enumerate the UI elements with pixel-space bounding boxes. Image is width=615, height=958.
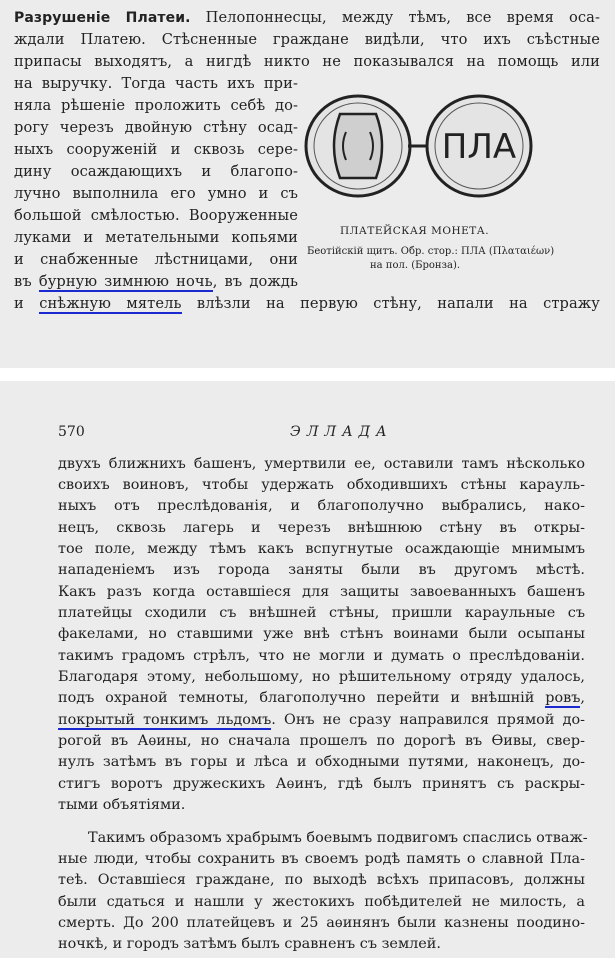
text-line: луками и метательными копьями [14,229,298,246]
coin-legend: ПЛА [441,127,517,167]
coin-drawing [300,92,540,202]
underlined-phrase: снѣжную мятель [39,295,182,312]
top-page-fragment [0,0,615,368]
text-line: ждали Платею. Стѣсненные граждане видѣли, что ихъ съѣстные [14,31,600,48]
section-heading: Разрушеніе Платеи. [14,10,191,26]
text-line: ные люди, чтобы сохранить въ своемъ родѣ память о славной Пла- [58,851,585,867]
text-line: нападеніемъ изъ города заняты были въ другомъ мѣстѣ. [58,562,585,578]
underlined-phrase: покрытый тонкимъ льдомъ [58,712,272,728]
text-line: на выручку. Тогда часть ихъ при- [14,75,298,92]
text-line: и снѣжную мятель влѣзли на первую стѣну, напали на стражу [14,295,600,312]
running-head: ЭЛЛАДА [290,424,393,440]
text-line: Такимъ образомъ храбрымъ боевымъ подвигомъ спаслись отваж- [88,830,588,846]
underlined-phrase: бурную зимнюю ночь [38,273,213,290]
text-line: большой смѣлостью. Вооруженные [14,207,298,224]
text-line: ныхъ отъ преслѣдованія, и благополучно выбрались, нако- [58,498,585,514]
text-line: платейцы сходили съ внѣшней стѣны, пришли караульные съ [58,605,585,621]
text-line: ныхъ сооруженій и сквозь сере- [14,141,298,158]
text-line: смерть. До 200 платейцевъ и 25 аѳинянъ были казнены поодино- [58,915,585,931]
coin-illustration [300,92,540,202]
text-line: и снабженные лѣстницами, они [14,251,298,268]
text-line: такимъ градомъ стрѣлъ, что не могли и думать о преслѣдованіи. [58,648,585,664]
text-line: покрытый тонкимъ льдомъ. Онъ не сразу направился прямой до- [58,712,585,728]
text-line: были сдаться и нашли у жестокихъ побѣдителей не милость, а [58,894,585,910]
text-line: тое поле, между тѣмъ какъ вспугнутые осаждающіе мнимымъ [58,541,585,557]
text-line: тыми объятіями. [58,797,186,813]
text-line: Какъ разъ когда оставшіеся для защиты завоеванныхъ башенъ [58,584,585,600]
text-line: няла рѣшеніе проложить себѣ до- [14,97,298,114]
text-line: въ бурную зимнюю ночь, въ дождь [14,273,298,290]
caption-title: ПЛАТЕЙСКАЯ МОНЕТА. [340,225,490,237]
caption-line: Беотійскій щитъ. Обр. стор.: ПЛА (Πλαταιέων) [307,246,555,257]
text-line: лучно выполнила его умно и съ [14,185,298,202]
text-line: ночкѣ, и городъ затѣмъ былъ сравненъ съ землей. [58,936,441,952]
text-line: стигъ воротъ дружескихъ Аѳинъ, гдѣ былъ принятъ съ раскры- [58,776,585,792]
text-line: нецъ, сквозь лагерь и черезъ внѣшнюю стѣну въ откры- [58,520,585,536]
text-line: рогу черезъ двойную стѣну осад- [14,119,298,136]
text-line: припасы выходятъ, а нигдѣ никто не показывался на помощь или [14,53,600,70]
text-line: дину осаждающихъ и благопо- [14,163,298,180]
text-line: Разрушеніе Платеи. Пелопоннесцы, между тѣмъ, все время оса- [14,9,600,26]
page-number: 570 [58,424,85,440]
caption-line: на пол. (Бронза). [370,260,461,271]
underlined-phrase: ровъ [545,690,581,706]
text-line: рогой въ Аѳины, но сначала прошелъ по дорогѣ въ Ѳивы, свер- [58,733,585,749]
text-line: теѣ. Оставшіеся граждане, по выходѣ всѣхъ припасовъ, должны [58,872,585,888]
text-line: Благодаря этому, небольшому, но рѣшительному отряду удалось, [58,669,585,685]
text-line: нулъ затѣмъ въ горы и лѣса и обходными путями, наконецъ, до- [58,754,585,770]
text-line: подъ охраной темноты, благополучно перейти и внѣшній ровъ, [58,690,585,706]
text-line: двухъ ближнихъ башенъ, умертвили ее, оставили тамъ нѣсколько [58,456,585,472]
text-line: своихъ воиновъ, чтобы удержать обходившихъ стѣны карауль- [58,477,585,493]
text-line: факелами, но ставшими уже внѣ стѣнъ воинами были осыпаны [58,626,585,642]
